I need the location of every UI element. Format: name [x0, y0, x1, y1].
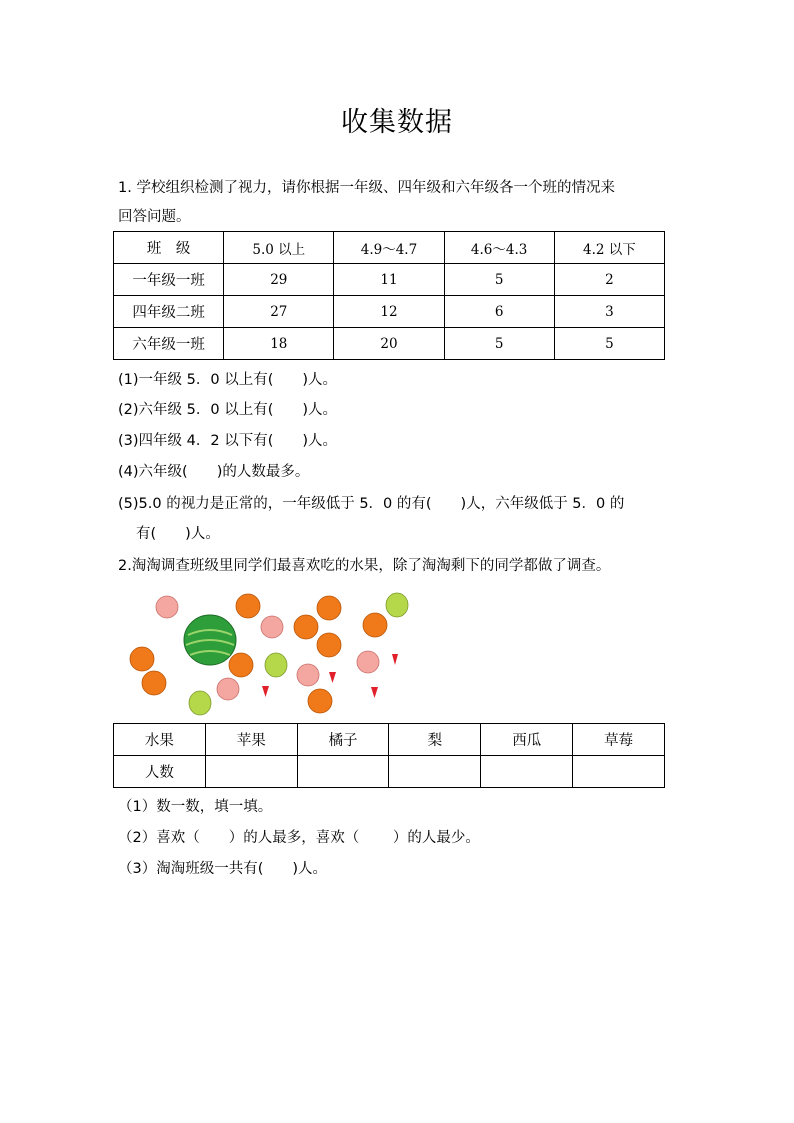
answer-cell-watermelon[interactable]: [481, 756, 573, 788]
header-5-0-above: 5.0 以上: [224, 232, 334, 264]
cell: 18: [224, 328, 334, 360]
answer-cell-apple[interactable]: [205, 756, 297, 788]
header-4-6-4-3: 4.6～4.3: [444, 232, 554, 264]
cell: 3: [554, 296, 664, 328]
question-1-intro-cont: 回答问题。: [118, 209, 191, 225]
fruit-illustration: [120, 585, 420, 720]
table-row: [114, 296, 665, 328]
table-header-row: [114, 724, 665, 756]
cell: 6: [444, 296, 554, 328]
header-orange: 橘子: [297, 724, 389, 756]
question-2-sub-2: （2）喜欢（ ）的人最多，喜欢（ ）的人最少。: [118, 830, 480, 846]
fruit-table: [113, 723, 665, 788]
watermelon-icon: [184, 615, 236, 665]
question-1-sub-5-cont: 有( )人。: [136, 526, 220, 542]
row-label: 六年级一班: [114, 328, 224, 360]
header-pear: 梨: [389, 724, 481, 756]
page-title: 收集数据: [341, 107, 453, 138]
row-label: 人数: [114, 756, 206, 788]
cell: 5: [554, 328, 664, 360]
answer-cell-orange[interactable]: [297, 756, 389, 788]
cell: 12: [334, 296, 444, 328]
row-label: 一年级一班: [114, 264, 224, 296]
header-class: 班 级: [114, 232, 224, 264]
header-fruit: 水果: [114, 724, 206, 756]
cell: 20: [334, 328, 444, 360]
header-4-2-below: 4.2 以下: [554, 232, 664, 264]
question-1-intro: 1. 学校组织检测了视力，请你根据一年级、四年级和六年级各一个班的情况来: [118, 180, 615, 196]
answer-cell-pear[interactable]: [389, 756, 481, 788]
question-2-sub-3: （3）淘淘班级一共有( )人。: [118, 861, 328, 877]
header-watermelon: 西瓜: [481, 724, 573, 756]
header-apple: 苹果: [205, 724, 297, 756]
cell: 11: [334, 264, 444, 296]
table-row: [114, 328, 665, 360]
answer-cell-strawberry[interactable]: [573, 756, 665, 788]
vision-table: [113, 231, 665, 360]
question-2-intro: 2.淘淘调查班级里同学们最喜欢吃的水果，除了淘淘剩下的同学都做了调查。: [118, 558, 611, 574]
table-row: [114, 756, 665, 788]
table-header-row: [114, 232, 665, 264]
cell: 27: [224, 296, 334, 328]
question-1-sub-2: (2)六年级 5．0 以上有( )人。: [118, 402, 338, 418]
cell: 5: [444, 264, 554, 296]
cell: 5: [444, 328, 554, 360]
cell: 2: [554, 264, 664, 296]
cell: 29: [224, 264, 334, 296]
row-label: 四年级二班: [114, 296, 224, 328]
question-2-sub-1: （1）数一数，填一填。: [118, 799, 273, 815]
question-1-sub-5: (5)5.0 的视力是正常的，一年级低于 5．0 的有( )人，六年级低于 5．0 的: [118, 496, 625, 512]
header-4-9-4-7: 4.9～4.7: [334, 232, 444, 264]
question-1-sub-4: (4)六年级( )的人数最多。: [118, 464, 310, 480]
table-row: [114, 264, 665, 296]
question-1-sub-3: (3)四年级 4．2 以下有( )人。: [118, 433, 338, 449]
question-1-sub-1: (1)一年级 5．0 以上有( )人。: [118, 372, 338, 388]
header-strawberry: 草莓: [573, 724, 665, 756]
